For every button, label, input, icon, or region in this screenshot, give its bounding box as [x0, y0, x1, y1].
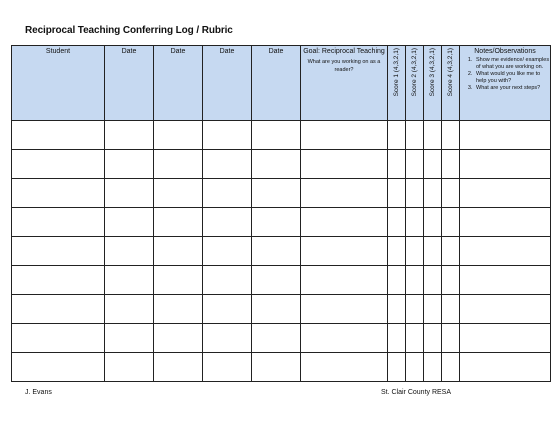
table-cell [388, 237, 406, 266]
table-row [12, 179, 551, 208]
table-cell [388, 324, 406, 353]
goal-header-subtitle: What are you working on as a reader? [307, 59, 381, 73]
table-cell [203, 324, 252, 353]
notes-header-title: Notes/Observations [474, 48, 536, 55]
table-cell [460, 353, 551, 382]
goal-header [301, 46, 388, 121]
table-cell [12, 266, 105, 295]
table-cell [154, 121, 203, 150]
table-cell [105, 295, 154, 324]
table-cell [12, 208, 105, 237]
table-cell [442, 150, 460, 179]
table-cell [460, 237, 551, 266]
table-cell [203, 150, 252, 179]
table-cell [252, 353, 301, 382]
notes-prompt-1: 1. Show me evidence/ examples of what you are working on. [474, 57, 550, 71]
score-header-3 [424, 46, 442, 121]
table-cell [252, 150, 301, 179]
table-cell [252, 121, 301, 150]
table-cell [406, 121, 424, 150]
conferring-log-table [11, 45, 551, 382]
score-header-4 [442, 46, 460, 121]
table-cell [406, 353, 424, 382]
table-cell [203, 295, 252, 324]
table-cell [424, 295, 442, 324]
table-cell [424, 266, 442, 295]
footer-author: J. Evans [25, 389, 52, 396]
table-cell [154, 237, 203, 266]
table-cell [252, 324, 301, 353]
goal-header-title: Goal: Reciprocal Teaching [303, 48, 385, 55]
table-cell [388, 353, 406, 382]
table-cell [442, 237, 460, 266]
table-cell [203, 266, 252, 295]
notes-prompt-2: 2. What would you like me to help you with? [474, 71, 550, 85]
table-cell [460, 179, 551, 208]
table-cell [154, 266, 203, 295]
table-cell [406, 237, 424, 266]
notes-header [460, 46, 551, 121]
table-cell [424, 179, 442, 208]
table-row [12, 237, 551, 266]
table-cell [301, 266, 388, 295]
table-cell [424, 353, 442, 382]
score-header-2 [406, 46, 424, 121]
table-cell [12, 324, 105, 353]
date-header-2: Date [154, 46, 203, 121]
table-cell [460, 150, 551, 179]
table-row [12, 121, 551, 150]
date-header-3: Date [203, 46, 252, 121]
table-cell [203, 179, 252, 208]
table-row [12, 266, 551, 295]
table-cell [301, 237, 388, 266]
table-cell [388, 295, 406, 324]
table-cell [203, 121, 252, 150]
table-cell [301, 208, 388, 237]
table-cell [203, 237, 252, 266]
table-cell [388, 266, 406, 295]
footer-organization: St. Clair County RESA [381, 389, 452, 396]
table-cell [252, 295, 301, 324]
table-cell [301, 121, 388, 150]
table-row [12, 353, 551, 382]
table-cell [12, 179, 105, 208]
table-cell [105, 353, 154, 382]
table-cell [388, 208, 406, 237]
table-cell [252, 237, 301, 266]
table-cell [301, 295, 388, 324]
table-cell [154, 150, 203, 179]
score-header-1-label: Score 1 (4,3,2,1) [392, 48, 400, 97]
table-cell [252, 179, 301, 208]
table-cell [442, 324, 460, 353]
table-cell [301, 179, 388, 208]
score-header-2-label: Score 2 (4,3,2,1) [410, 48, 418, 97]
table-cell [442, 353, 460, 382]
table-cell [460, 266, 551, 295]
table-cell [105, 237, 154, 266]
table-cell [388, 121, 406, 150]
table-cell [105, 266, 154, 295]
table-cell [154, 295, 203, 324]
table-row [12, 324, 551, 353]
score-header-1 [388, 46, 406, 121]
table-cell [105, 179, 154, 208]
table-cell [424, 237, 442, 266]
table-cell [406, 208, 424, 237]
table-cell [424, 208, 442, 237]
table-cell [460, 121, 551, 150]
table-cell [442, 295, 460, 324]
table-cell [12, 237, 105, 266]
date-header-4: Date [252, 46, 301, 121]
table-cell [12, 295, 105, 324]
table-cell [105, 121, 154, 150]
notes-prompt-3: 3. What are your next steps? [474, 85, 550, 92]
table-cell [105, 150, 154, 179]
date-header-1: Date [105, 46, 154, 121]
table-cell [460, 295, 551, 324]
table-cell [460, 324, 551, 353]
table-cell [424, 150, 442, 179]
table-row [12, 295, 551, 324]
table-cell [203, 208, 252, 237]
table-cell [460, 208, 551, 237]
table-row [12, 150, 551, 179]
student-header: Student [12, 46, 105, 121]
table-cell [442, 121, 460, 150]
table-cell [406, 266, 424, 295]
table-cell [406, 295, 424, 324]
table-cell [442, 208, 460, 237]
table-cell [388, 179, 406, 208]
table-cell [203, 353, 252, 382]
table-cell [154, 324, 203, 353]
table-cell [406, 324, 424, 353]
score-header-4-label: Score 4 (4,3,2,1) [446, 48, 454, 97]
table-cell [442, 266, 460, 295]
page-title: Reciprocal Teaching Conferring Log / Rubric [25, 25, 233, 36]
table-cell [406, 150, 424, 179]
table-cell [154, 353, 203, 382]
table-cell [406, 179, 424, 208]
table-cell [424, 324, 442, 353]
table-cell [12, 150, 105, 179]
table-cell [301, 324, 388, 353]
table-cell [12, 353, 105, 382]
header-row [12, 46, 551, 121]
table-cell [424, 121, 442, 150]
table-cell [442, 179, 460, 208]
log-body [12, 121, 551, 382]
score-header-3-label: Score 3 (4,3,2,1) [428, 48, 436, 97]
table-cell [154, 179, 203, 208]
table-cell [301, 150, 388, 179]
table-cell [252, 266, 301, 295]
table-cell [105, 324, 154, 353]
table-cell [388, 150, 406, 179]
table-row [12, 208, 551, 237]
notes-prompt-list [460, 57, 550, 92]
table-cell [301, 353, 388, 382]
table-cell [12, 121, 105, 150]
table-cell [154, 208, 203, 237]
table-cell [252, 208, 301, 237]
table-cell [105, 208, 154, 237]
